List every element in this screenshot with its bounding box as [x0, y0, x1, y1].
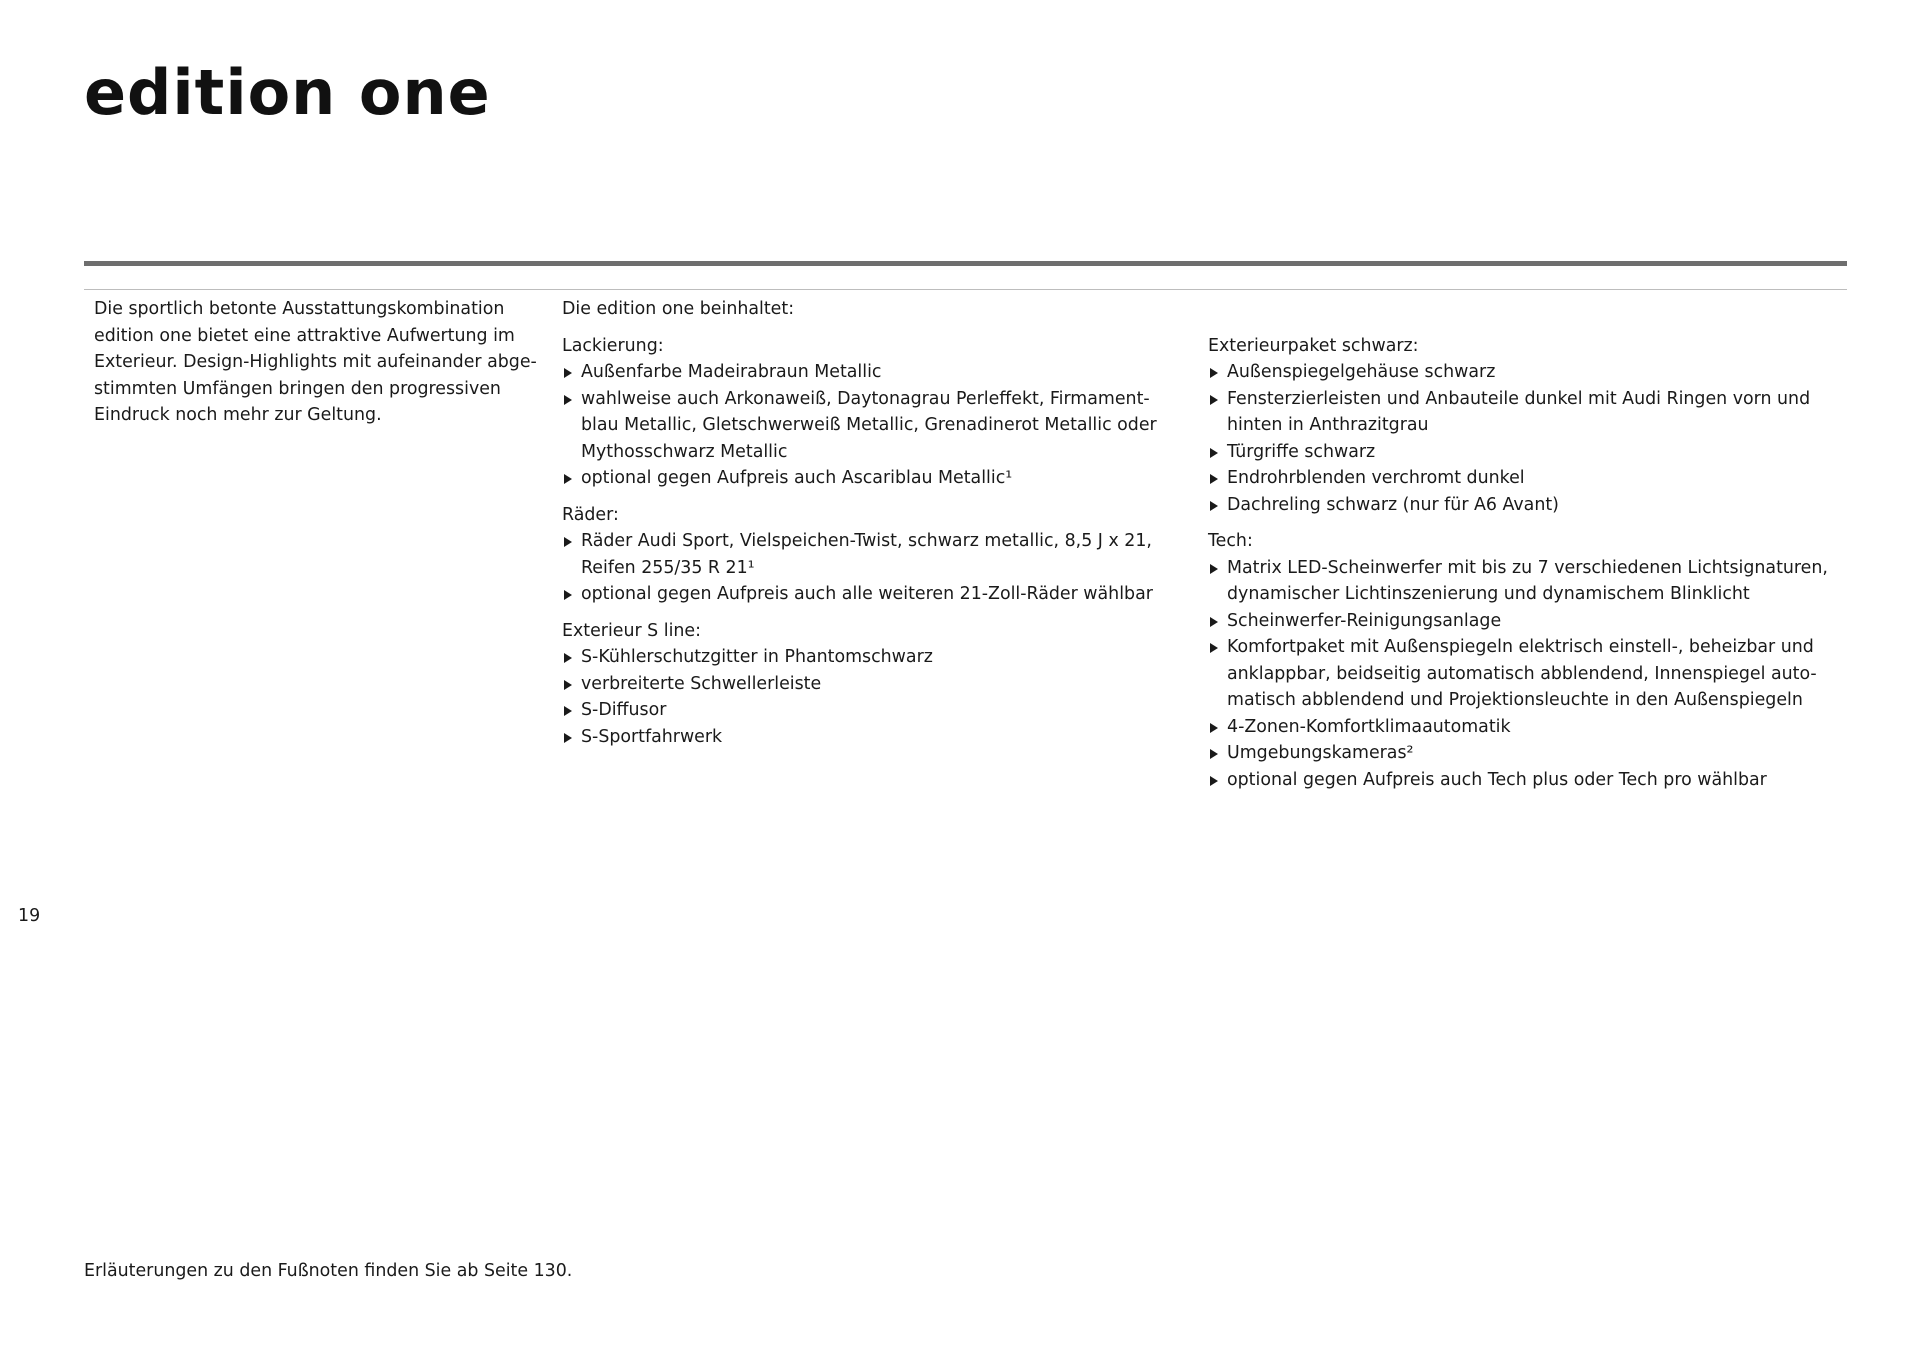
header-divider-thick: [84, 261, 1847, 266]
feature-text-line: Endrohrblenden verchromt dunkel: [1227, 468, 1525, 488]
feature-list-item: [1208, 740, 1848, 767]
feature-text-line: optional gegen Aufpreis auch alle weiteren 21-Zoll-Räder wählbar: [581, 584, 1153, 604]
feature-text-line: Reifen 255/35 R 21¹: [581, 557, 755, 578]
page-number: 19: [18, 906, 41, 926]
feature-list: [562, 359, 1182, 492]
feature-text-line: verbreiterte Schwellerleiste: [581, 673, 822, 694]
header-divider-thin: [84, 289, 1847, 290]
feature-list-item: [562, 724, 1182, 751]
footnote-reference: Erläuterungen zu den Fußnoten finden Sie ab Seite 130.: [84, 1261, 573, 1281]
feature-text-line: Umgebungskameras²: [1227, 743, 1414, 763]
triangle-bullet-icon: [564, 706, 572, 716]
feature-list-item: [562, 581, 1182, 608]
feature-list-item: [1208, 465, 1848, 492]
feature-list-item: [1208, 492, 1848, 519]
section-heading: Räder:: [562, 504, 619, 525]
triangle-bullet-icon: [1210, 643, 1218, 653]
section-heading: Exterieurpaket schwarz:: [1208, 335, 1419, 356]
content-column-right: [1208, 296, 1848, 793]
feature-list-item: [562, 465, 1182, 492]
feature-list-item: [1208, 439, 1848, 466]
feature-list-item: [1208, 386, 1848, 439]
intro-line: Die sportlich betonte Ausstattungskombination: [94, 299, 505, 319]
feature-text-line: dynamischer Lichtinszenierung und dynamischem Blinklicht: [1227, 584, 1750, 604]
spec-section: [562, 502, 1182, 608]
intro-line: stimmten Umfängen bringen den progressiven: [94, 378, 501, 399]
content-column-left: [562, 296, 1182, 750]
feature-text-line: Räder Audi Sport, Vielspeichen-Twist, schwarz metallic, 8,5 J x 21,: [581, 531, 1152, 551]
feature-text-line: Außenfarbe Madeirabraun Metallic: [581, 362, 882, 382]
page-title: edition one: [84, 56, 491, 129]
feature-list-item: [1208, 555, 1848, 608]
spec-section: [1208, 528, 1848, 793]
feature-list: [1208, 555, 1848, 794]
feature-text-line: Dachreling schwarz (nur für A6 Avant): [1227, 494, 1559, 515]
column-spacer: [1208, 296, 1848, 323]
feature-text-line: hinten in Anthrazitgrau: [1227, 415, 1429, 435]
feature-text-line: optional gegen Aufpreis auch Tech plus oder Tech pro wählbar: [1227, 769, 1767, 790]
triangle-bullet-icon: [1210, 776, 1218, 786]
feature-text-line: S-Kühlerschutzgitter in Phantomschwarz: [581, 647, 933, 667]
triangle-bullet-icon: [564, 680, 572, 690]
feature-list-item: [562, 697, 1182, 724]
triangle-bullet-icon: [1210, 501, 1218, 511]
triangle-bullet-icon: [1210, 617, 1218, 627]
feature-text-line: Türgriffe schwarz: [1227, 441, 1376, 462]
triangle-bullet-icon: [564, 653, 572, 663]
feature-text-line: matisch abblendend und Projektionsleuchte in den Außenspiegeln: [1227, 690, 1803, 710]
feature-text-line: S-Diffusor: [581, 700, 667, 720]
feature-list: [562, 644, 1182, 750]
feature-list-item: [1208, 714, 1848, 741]
triangle-bullet-icon: [564, 733, 572, 743]
feature-list: [1208, 359, 1848, 518]
sections-list-left: [562, 333, 1182, 751]
intro-column: [94, 296, 544, 429]
triangle-bullet-icon: [564, 395, 572, 405]
triangle-bullet-icon: [1210, 368, 1218, 378]
feature-list: [562, 528, 1182, 608]
content-lead: Die edition one beinhaltet:: [562, 299, 795, 319]
feature-text-line: Fensterzierleisten und Anbauteile dunkel mit Audi Ringen vorn und: [1227, 388, 1811, 409]
feature-text-line: S-Sportfahrwerk: [581, 726, 723, 747]
intro-line: Exterieur. Design-Highlights mit aufeinander abge-: [94, 352, 537, 372]
section-heading: Exterieur S line:: [562, 620, 701, 641]
feature-list-item: [562, 386, 1182, 466]
sections-list-right: [1208, 333, 1848, 794]
triangle-bullet-icon: [1210, 723, 1218, 733]
triangle-bullet-icon: [564, 474, 572, 484]
feature-list-item: [1208, 634, 1848, 714]
section-heading: Tech:: [1208, 531, 1253, 551]
triangle-bullet-icon: [1210, 474, 1218, 484]
section-heading: Lackierung:: [562, 335, 664, 356]
feature-list-item: [562, 359, 1182, 386]
feature-text-line: Mythosschwarz Metallic: [581, 441, 788, 462]
feature-text-line: anklappbar, beidseitig automatisch abblendend, Innenspiegel auto-: [1227, 663, 1817, 684]
intro-line: Eindruck noch mehr zur Geltung.: [94, 405, 382, 425]
triangle-bullet-icon: [1210, 448, 1218, 458]
feature-list-item: [1208, 767, 1848, 794]
triangle-bullet-icon: [564, 368, 572, 378]
feature-text-line: Scheinwerfer-Reinigungsanlage: [1227, 610, 1502, 631]
spec-section: [1208, 333, 1848, 519]
feature-list-item: [562, 671, 1182, 698]
triangle-bullet-icon: [1210, 749, 1218, 759]
feature-list-item: [562, 528, 1182, 581]
spec-section: [562, 618, 1182, 751]
spec-section: [562, 333, 1182, 492]
feature-list-item: [562, 644, 1182, 671]
feature-list-item: [1208, 359, 1848, 386]
intro-line: edition one bietet eine attraktive Aufwertung im: [94, 325, 515, 346]
triangle-bullet-icon: [1210, 395, 1218, 405]
feature-list-item: [1208, 608, 1848, 635]
feature-text-line: Matrix LED-Scheinwerfer mit bis zu 7 verschiedenen Lichtsignaturen,: [1227, 557, 1828, 578]
feature-text-line: Komfortpaket mit Außenspiegeln elektrisch einstell-, beheizbar und: [1227, 637, 1814, 657]
feature-text-line: 4-Zonen-Komfortklimaautomatik: [1227, 716, 1511, 737]
triangle-bullet-icon: [564, 537, 572, 547]
feature-text-line: Außenspiegelgehäuse schwarz: [1227, 362, 1496, 382]
triangle-bullet-icon: [1210, 564, 1218, 574]
feature-text-line: blau Metallic, Gletschwerweiß Metallic, Grenadinerot Metallic oder: [581, 415, 1157, 435]
triangle-bullet-icon: [564, 590, 572, 600]
feature-text-line: wahlweise auch Arkonaweiß, Daytonagrau Perleffekt, Firmament-: [581, 388, 1150, 409]
intro-paragraph: [94, 296, 544, 429]
feature-text-line: optional gegen Aufpreis auch Ascariblau Metallic¹: [581, 468, 1013, 488]
